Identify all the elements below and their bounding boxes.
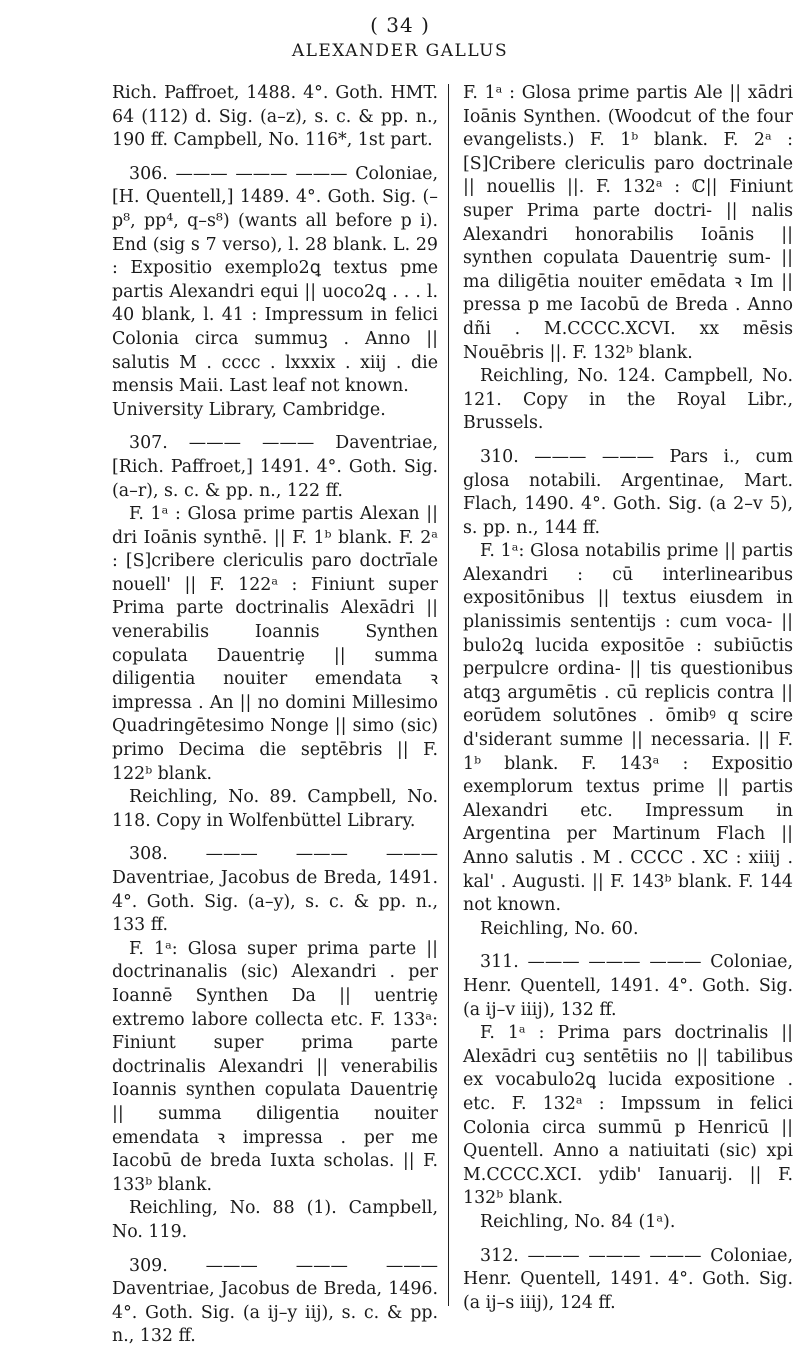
- entry-heading-text: 309. ——— ——— ——— Daventriae, Jacobus de Breda, 1496. 4°. Goth. Sig. (a ij–y iij), s. c. & pp. n., 132 ff.: [112, 1255, 438, 1347]
- entry-description: F. 1ᵃ : Prima pars doctrinalis || Alexādri cuꝫ sentētiis no || tabilibus ex vocabulo2ꝗ lucida expositione . etc. F. 132ᵃ : Impssum in felici Colonia circa summū p Henricū || Quentell. Anno a natiuitati (sic) xpi M.CCCC.XCI. ydib' Ianuarij. || F. 132ᵇ blank.: [463, 1023, 793, 1209]
- entry-heading-text: 306. ——— ——— ——— Coloniae, [H. Quentell,] 1489. 4°. Goth. Sig. (–p⁸, pp⁴, q–s⁸) (wants all before p i). End (sig s 7 verso), l. 28 blank. L. 29 : Expositio exemplo2ꝗ textus pme partis Alexandri equi || uoco2ꝗ . . . l. 40 blank, l. 41 : Impressum in felici Colonia circa summuꝫ . Anno || salutis M . cccc . lxxxix . xiij . die mensis Maii. Last leaf not known.: [112, 163, 438, 397]
- entry-references: Reichling, No. 60.: [480, 918, 639, 939]
- page-header: [0, 12, 800, 62]
- entry-references: Reichling, No. 84 (1ᵃ).: [480, 1211, 676, 1232]
- entry-continued-309: [463, 82, 793, 436]
- entry-310: [463, 446, 793, 941]
- entry-references: Reichling, No. 88 (1). Campbell, No. 119.: [112, 1198, 438, 1242]
- entry-references: Reichling, No. 124. Campbell, No. 121. Copy in the Royal Libr., Brussels.: [463, 366, 793, 434]
- right-column: [463, 82, 793, 1325]
- entry-306: [112, 163, 438, 423]
- entry-312: [463, 1245, 793, 1316]
- entry-heading-text: 310. ——— ——— Pars i., cum glosa notabili. Argentinae, Mart. Flach, 1490. 4°. Goth. Sig. (a 2–v 5), s. pp. n., 144 ff.: [463, 446, 793, 538]
- entry-description: F. 1ᵃ : Glosa prime partis Ale || xādri Ioānis Synthen. (Woodcut of the four evangelists.) F. 1ᵇ blank. F. 2ᵃ : [S]Cribere clericulis paro doctrinale || nouellis ||. F. 132ᵃ : ℂ|| Finiunt super Prima parte doctri- || nalis Alexandri honorabilis Ioānis || synthen copulata Dauentriȩ sum- || ma diligētia nouiter emēdata ꝛ Im || pressa p me Iacobū de Breda . Anno dñi . M.CCCC.XCVI. xx mēsis Nouēbris ||. F. 132ᵇ blank.: [463, 83, 793, 363]
- column-divider: [448, 84, 449, 1306]
- entry-311: [463, 951, 793, 1234]
- page-number: ( 34 ): [370, 13, 430, 37]
- entry-continued-305: [112, 82, 438, 153]
- entry-307: [112, 432, 438, 833]
- entry-heading-text: 308. ——— ——— ——— Daventriae, Jacobus de Breda, 1491. 4°. Goth. Sig. (a–y), s. c. & pp. n., 133 ff.: [112, 844, 438, 936]
- left-column: [112, 82, 438, 1359]
- entry-text: Rich. Paffroet, 1488. 4°. Goth. HMT. 64 (112) d. Sig. (a–z), s. c. & pp. n., 190 ff. Campbell, No. 116*, 1st part.: [112, 83, 438, 151]
- entry-heading-text: 312. ——— ——— ——— Coloniae, Henr. Quentell, 1491. 4°. Goth. Sig. (a ij–s iiij), 124 ff.: [463, 1245, 793, 1313]
- entry-heading-text: 311. ——— ——— ——— Coloniae, Henr. Quentell, 1491. 4°. Goth. Sig. (a ij–v iiij), 132 ff.: [463, 952, 793, 1020]
- entry-309: [112, 1255, 438, 1349]
- entry-description: F. 1ᵃ: Glosa notabilis prime || partis Alexandri : cū interlinearibus expositōnibus || textus eiusdem in planissimis sententijs : cum voca- || bulo2ꝗ lucida expositōe : subiūctis perpulcre ordina- || tis questionibus atqꝫ argumētis . cū replicis contra || eorūdem solutōnes . ōmibꝰ q scire d'siderant summe || necessaria. || F. 1ᵇ blank. F. 143ᵃ : Expositio exemplorum textus prime || partis Alexandri etc. Impressum in Argentina per Martinum Flach || Anno salutis . M . CCCC . XC : xiiij . kal' . Augusti. || F. 143ᵇ blank. F. 144 not known.: [463, 541, 793, 916]
- entry-description: F. 1ᵃ: Glosa super prima parte || doctrinanalis (sic) Alexandri . per Ioannē Synthen Da || uentriȩ extremo labore collecta etc. F. 133ᵃ: Finiunt super prima parte doctrinalis Alexandri || venerabilis Ioannis synthen copulata Dauentriȩ || summa diligentia nouiter emendata ꝛ impressa . per me Iacobū de breda Iuxta scholas. || F. 133ᵇ blank.: [112, 938, 438, 1195]
- entry-references: Reichling, No. 89. Campbell, No. 118. Copy in Wolfenbüttel Library.: [112, 787, 438, 831]
- entry-location: University Library, Cambridge.: [112, 399, 386, 420]
- entry-heading-text: 307. ——— ——— Daventriae, [Rich. Paffroet,] 1491. 4°. Goth. Sig. (a–r), s. c. & pp. n., 122 ff.: [112, 433, 438, 501]
- entry-description: F. 1ᵃ : Glosa prime partis Alexan || dri Ioānis synthē. || F. 1ᵇ blank. F. 2ᵃ : [S]cribere clericulis paro doctrīale nouell' || F. 122ᵃ : Finiunt super Prima parte doctrinalis Alexādri || venerabilis Ioannis Synthen copulata Dauentriȩ || summa diligentia nouiter emendata ꝛ impressa . An || no domini Millesimo Quadringētesimo Nonge || simo (sic) primo Decima die septēbris || F. 122ᵇ blank.: [112, 504, 438, 784]
- entry-308: [112, 843, 438, 1244]
- running-title: ALEXANDER GALLUS: [291, 41, 509, 61]
